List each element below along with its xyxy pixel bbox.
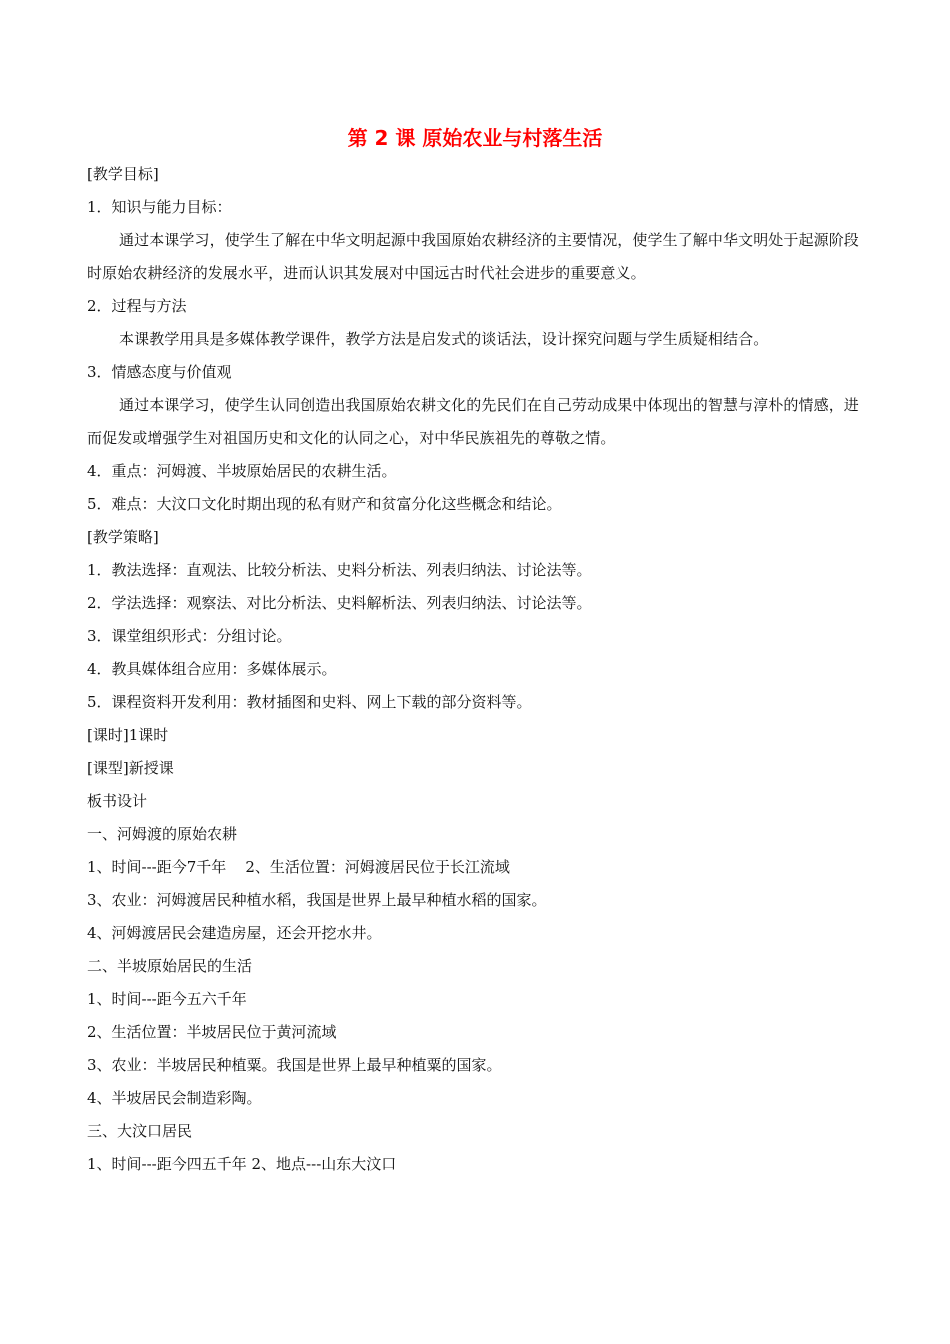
objective-knowledge-paragraph: 通过本课学习，使学生了解在中华文明起源中我国原始农耕经济的主要情况，使学生了解中华文明处于起源阶段时原始农耕经济的发展水平，进而认识其发展对中国远古时代社会进步的重要意义。 xyxy=(87,231,859,282)
board-banpo-time: 1、时间---距今五六千年 xyxy=(87,990,247,1008)
objective-process-heading: 2．过程与方法 xyxy=(87,297,187,315)
strategy-class-organization: 3．课堂组织形式：分组讨论。 xyxy=(87,627,292,645)
objective-knowledge-heading: 1．知识与能力目标： xyxy=(87,198,232,216)
key-point-line: 4．重点：河姆渡、半坡原始居民的农耕生活。 xyxy=(87,462,397,480)
board-banpo-location: 2、生活位置：半坡居民位于黄河流域 xyxy=(87,1023,337,1041)
board-section-banpo: 二、半坡原始居民的生活 xyxy=(87,957,253,975)
objective-values-paragraph: 通过本课学习，使学生认同创造出我国原始农耕文化的先民们在自己劳动成果中体现出的智慧与淳朴的情感，进而促发或增强学生对祖国历史和文化的认同之心，对中华民族祖先的尊敬之情。 xyxy=(87,396,859,447)
class-type-line: [课型]新授课 xyxy=(87,759,174,777)
board-dawenkou-time-place: 1、时间---距今四五千年 2、地点---山东大汶口 xyxy=(87,1155,397,1173)
board-section-dawenkou: 三、大汶口居民 xyxy=(87,1122,193,1140)
objective-process-paragraph: 本课教学用具是多媒体教学课件，教学方法是启发式的谈话法，设计探究问题与学生质疑相结合。 xyxy=(119,330,769,348)
lesson-title: 第 2 课 原始农业与村落生活 xyxy=(347,126,603,150)
section-heading-objectives: [教学目标] xyxy=(87,165,159,183)
strategy-teaching-method: 1．教法选择：直观法、比较分析法、史料分析法、列表归纳法、讨论法等。 xyxy=(87,561,592,579)
board-design-heading: 板书设计 xyxy=(87,792,148,810)
strategy-learning-method: 2．学法选择：观察法、对比分析法、史料解析法、列表归纳法、讨论法等。 xyxy=(87,594,592,612)
strategy-resources: 5．课程资料开发利用：教材插图和史料、网上下载的部分资料等。 xyxy=(87,693,532,711)
board-banpo-agriculture: 3、农业：半坡居民种植粟。我国是世界上最早种植粟的国家。 xyxy=(87,1056,502,1074)
board-hemudu-agriculture: 3、农业：河姆渡居民种植水稻，我国是世界上最早种植水稻的国家。 xyxy=(87,891,547,909)
document-body xyxy=(87,158,863,1181)
difficult-point-line: 5．难点：大汶口文化时期出现的私有财产和贫富分化这些概念和结论。 xyxy=(87,495,562,513)
board-hemudu-time-location: 1、时间---距今7千年 2、生活位置：河姆渡居民位于长江流域 xyxy=(87,858,510,876)
strategy-media: 4．教具媒体组合应用：多媒体展示。 xyxy=(87,660,337,678)
board-hemudu-housing: 4、河姆渡居民会建造房屋，还会开挖水井。 xyxy=(87,924,382,942)
board-banpo-pottery: 4、半坡居民会制造彩陶。 xyxy=(87,1089,262,1107)
objective-values-heading: 3．情感态度与价值观 xyxy=(87,363,232,381)
class-hours-line: [课时]1课时 xyxy=(87,726,169,744)
board-section-hemudu: 一、河姆渡的原始农耕 xyxy=(87,825,238,843)
section-heading-strategy: [教学策略] xyxy=(87,528,159,546)
